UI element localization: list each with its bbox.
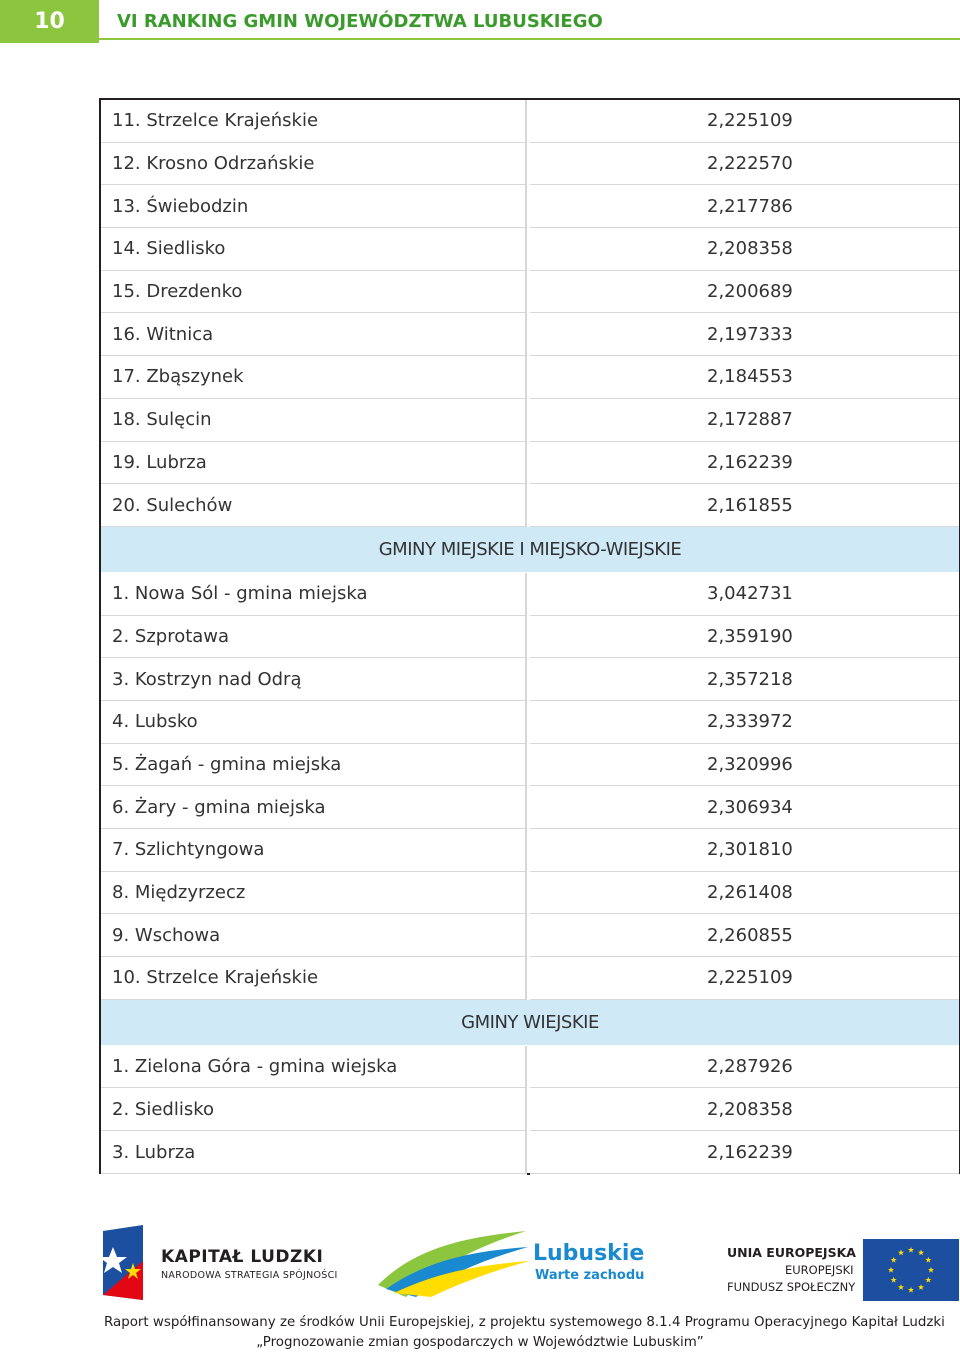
lubuskie-wave-logo-icon xyxy=(376,1227,531,1299)
gmina-score: 2,172887 xyxy=(530,398,960,441)
eu-line-2: EUROPEJSKI xyxy=(785,1263,854,1277)
table-row xyxy=(100,313,960,356)
table-row xyxy=(100,270,960,313)
gmina-name: 7. Szlichtyngowa xyxy=(100,829,527,872)
table-row xyxy=(100,1045,960,1088)
table-row xyxy=(100,572,960,615)
table-row xyxy=(100,871,960,914)
kapital-ludzki-title: KAPITAŁ LUDZKI xyxy=(161,1247,324,1267)
table-row xyxy=(100,441,960,484)
gmina-score: 2,208358 xyxy=(530,228,960,271)
gmina-score: 2,197333 xyxy=(530,313,960,356)
eu-star xyxy=(891,1257,897,1263)
gmina-name: 10. Strzelce Krajeńskie xyxy=(100,957,527,1000)
gmina-score: 2,217786 xyxy=(530,185,960,228)
gmina-name: 16. Witnica xyxy=(100,313,527,356)
lubuskie-subtitle: Warte zachodu xyxy=(535,1268,645,1283)
gmina-name: 4. Lubsko xyxy=(100,700,527,743)
page-header xyxy=(0,0,960,43)
gmina-name: 5. Żagań - gmina miejska xyxy=(100,743,527,786)
gmina-score: 2,162239 xyxy=(530,1131,960,1174)
footer-line-1: Raport współfinansowany ze środków Unii Europejskiej, z projektu systemowego 8.1.4 Programu Operacyjnego Kapitał Ludzki xyxy=(104,1315,945,1330)
gmina-score: 2,333972 xyxy=(530,700,960,743)
gmina-name: 20. Sulechów xyxy=(100,484,527,527)
gmina-score: 2,225109 xyxy=(530,99,960,142)
gmina-score: 2,306934 xyxy=(530,786,960,829)
gmina-name: 9. Wschowa xyxy=(100,914,527,957)
kapital-ludzki-text xyxy=(161,1247,338,1281)
gmina-name: 3. Kostrzyn nad Odrą xyxy=(100,658,527,701)
gmina-score: 2,161855 xyxy=(530,484,960,527)
gmina-name: 3. Lubrza xyxy=(100,1131,527,1174)
table-row xyxy=(100,658,960,701)
section-heading-row xyxy=(100,999,960,1045)
gmina-name: 17. Zbąszynek xyxy=(100,356,527,399)
section-heading-row xyxy=(100,526,960,572)
gmina-score: 2,260855 xyxy=(530,914,960,957)
table-row xyxy=(100,615,960,658)
table-row xyxy=(100,99,960,142)
header-rule xyxy=(99,38,960,40)
table-row xyxy=(100,957,960,1000)
gmina-name: 1. Zielona Góra - gmina wiejska xyxy=(100,1045,527,1088)
eu-star xyxy=(908,1247,914,1253)
gmina-score: 2,287926 xyxy=(530,1045,960,1088)
table-row xyxy=(100,185,960,228)
eu-line-1: UNIA EUROPEJSKA xyxy=(727,1245,856,1260)
table-row xyxy=(100,142,960,185)
table-row xyxy=(100,1131,960,1174)
table-row xyxy=(100,356,960,399)
section-heading: GMINY WIEJSKIE xyxy=(100,999,960,1045)
gmina-score: 2,261408 xyxy=(530,871,960,914)
eu-line-3: FUNDUSZ SPOŁECZNY xyxy=(727,1280,856,1294)
eu-star xyxy=(888,1267,894,1273)
lubuskie-title: Lubuskie xyxy=(533,1241,645,1266)
gmina-name: 13. Świebodzin xyxy=(100,185,527,228)
page-number: 10 xyxy=(0,0,99,43)
gmina-score: 2,200689 xyxy=(530,270,960,313)
gmina-name: 11. Strzelce Krajeńskie xyxy=(100,99,527,142)
table-row xyxy=(100,398,960,441)
table-row xyxy=(100,829,960,872)
table-row xyxy=(100,228,960,271)
kapital-ludzki-logo-icon xyxy=(99,1225,147,1300)
gmina-name: 18. Sulęcin xyxy=(100,398,527,441)
eu-star xyxy=(925,1277,931,1283)
gmina-score: 2,301810 xyxy=(530,829,960,872)
eu-star xyxy=(908,1287,914,1293)
eu-star xyxy=(918,1284,924,1290)
gmina-name: 8. Międzyrzecz xyxy=(100,871,527,914)
gmina-name: 15. Drezdenko xyxy=(100,270,527,313)
table-row xyxy=(100,914,960,957)
gmina-score: 2,357218 xyxy=(530,658,960,701)
ranking-table xyxy=(99,98,960,1175)
table-row xyxy=(100,786,960,829)
gmina-score: 2,359190 xyxy=(530,615,960,658)
eu-star xyxy=(898,1284,904,1290)
gmina-name: 12. Krosno Odrzańskie xyxy=(100,142,527,185)
gmina-score: 2,184553 xyxy=(530,356,960,399)
gmina-score: 2,208358 xyxy=(530,1088,960,1131)
footer-line-2: „Prognozowanie zmian gospodarczych w Województwie Lubuskim” xyxy=(256,1335,704,1350)
page-title: VI RANKING GMIN WOJEWÓDZTWA LUBUSKIEGO xyxy=(117,11,603,32)
section-heading: GMINY MIEJSKIE I MIEJSKO-WIEJSKIE xyxy=(100,526,960,572)
eu-star xyxy=(925,1257,931,1263)
eu-star xyxy=(891,1277,897,1283)
gmina-name: 2. Siedlisko xyxy=(100,1088,527,1131)
footer-logos xyxy=(99,1225,959,1305)
eu-star xyxy=(898,1249,904,1255)
gmina-name: 6. Żary - gmina miejska xyxy=(100,786,527,829)
table-row xyxy=(100,484,960,527)
gmina-score: 2,225109 xyxy=(530,957,960,1000)
gmina-score: 3,042731 xyxy=(530,572,960,615)
gmina-name: 19. Lubrza xyxy=(100,441,527,484)
gmina-score: 2,162239 xyxy=(530,441,960,484)
table-row xyxy=(100,743,960,786)
eu-star xyxy=(928,1267,934,1273)
gmina-name: 1. Nowa Sól - gmina miejska xyxy=(100,572,527,615)
eu-text xyxy=(727,1245,856,1294)
eu-star xyxy=(918,1249,924,1255)
kapital-ludzki-subtitle: NARODOWA STRATEGIA SPÓJNOŚCI xyxy=(161,1270,338,1281)
gmina-name: 14. Siedlisko xyxy=(100,228,527,271)
gmina-name: 2. Szprotawa xyxy=(100,615,527,658)
table-row xyxy=(100,1088,960,1131)
table-row xyxy=(100,700,960,743)
gmina-score: 2,222570 xyxy=(530,142,960,185)
gmina-score: 2,320996 xyxy=(530,743,960,786)
eu-flag-icon xyxy=(863,1239,959,1301)
